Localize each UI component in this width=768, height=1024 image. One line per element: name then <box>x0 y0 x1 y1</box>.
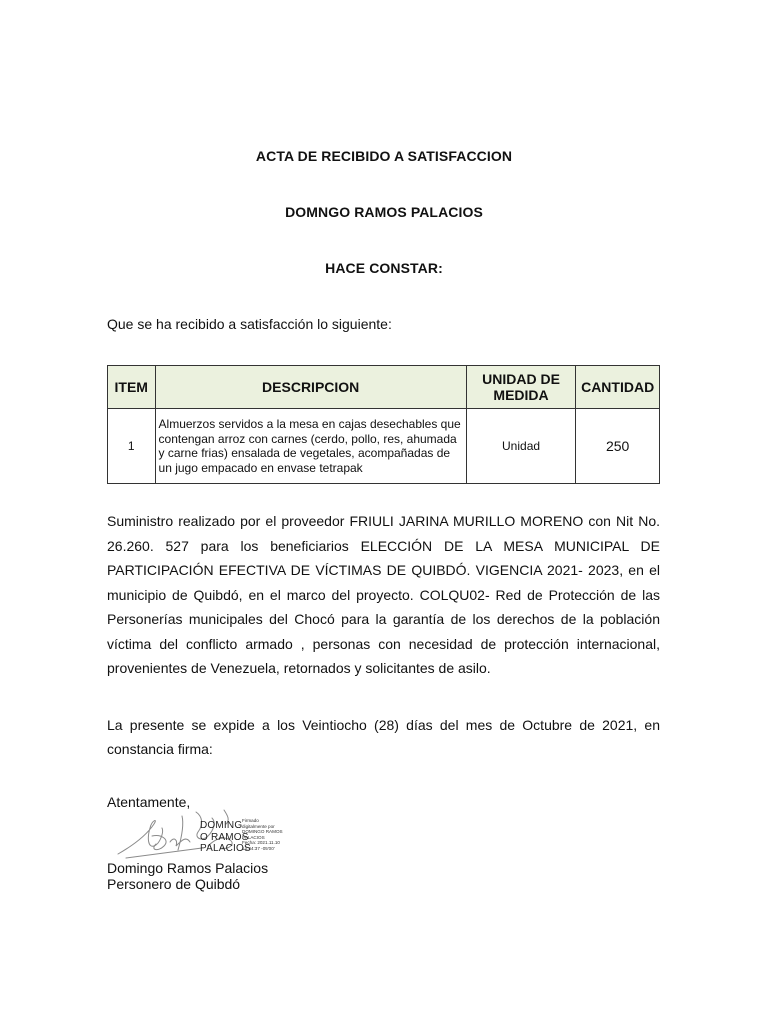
document-subtitle: HACE CONSTAR: <box>325 260 443 276</box>
document-title: ACTA DE RECIBIDO A SATISFACCION <box>255 148 513 164</box>
cell-item: 1 <box>108 409 156 484</box>
cell-descripcion <box>155 409 466 484</box>
signature-name-line: DOMING <box>200 820 243 831</box>
cell-cantidad: 250 <box>576 409 660 484</box>
signer-block <box>107 860 268 892</box>
signature-meta-line: DOMINGO RAMOS <box>242 829 283 835</box>
table-row <box>108 409 660 484</box>
cell-descripcion-text: Almuerzos servidos a la mesa en cajas desechables que contengan arroz con carnes (cerdo, pollo, res, ahumada y carne frias) ensalada de vegetales, acompañadas de un jugo empacado en envase tetrapak <box>158 417 461 475</box>
signature-metadata <box>242 818 283 852</box>
items-table <box>107 365 660 484</box>
table-header-row <box>108 366 660 409</box>
supply-paragraph: Suministro realizado por el proveedor FRIULI JARINA MURILLO MORENO con Nit No. 26.260. 527 para los beneficiarios ELECCIÓN DE LA MESA MUNICIPAL DE PARTICIPACIÓN EFECTIVA DE VÍCTIMAS DE QUIBDÓ. VIGENCIA 2021- 2023, en el municipio de Quibdó, en el marco del proyecto. COLQU02- Red de Protección de las Personerías municipales del Chocó para la garantía de los derechos de la población víctima del conflicto armado , personas con necesidad de protección internacional, provenientes de Venezuela, retornados y solicitantes de asilo. <box>107 513 660 676</box>
digital-signature <box>112 806 312 866</box>
header-cantidad: CANTIDAD <box>576 366 660 409</box>
signer-role: Personero de Quibdó <box>107 876 241 892</box>
signature-meta-line: Fecha: 2021.11.10 <box>242 840 280 846</box>
cell-unidad: Unidad <box>466 409 575 484</box>
closing-text: Atentamente, <box>107 794 191 810</box>
signature-meta-line: PALACIOS <box>242 834 265 840</box>
signer-name: Domingo Ramos Palacios <box>107 860 269 876</box>
header-descripcion: DESCRIPCION <box>155 366 466 409</box>
intro-text: Que se ha recibido a satisfacción lo siguiente: <box>107 316 392 332</box>
signature-meta-line: Firmado <box>242 818 259 823</box>
signature-name-line: PALACIOS <box>200 843 251 854</box>
signature-name-line: O RAMOS <box>200 831 249 843</box>
issuer-name: DOMNGO RAMOS PALACIOS <box>285 204 483 220</box>
header-unidad: UNIDAD DE MEDIDA <box>466 366 575 409</box>
signature-meta-line: digitalmente por <box>242 823 275 829</box>
signature-meta-line: 14:44:37 -05'00' <box>242 845 275 851</box>
header-item: ITEM <box>108 366 156 409</box>
issuance-paragraph: La presente se expide a los Veintiocho (28) días del mes de Octubre de 2021, en constancia firma: <box>107 717 660 757</box>
